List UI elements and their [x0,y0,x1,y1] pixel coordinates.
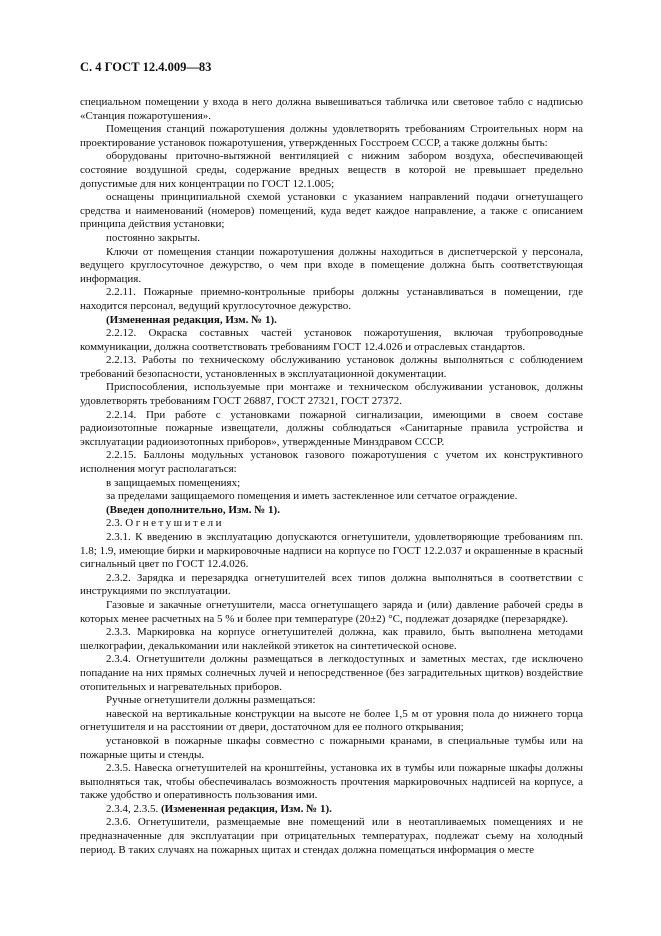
paragraph: 2.3.1. К введению в эксплуатацию допускаются огнетушители, удовлетворяющие требованиям пп. 1.8; 1.9, имеющие бирки и маркировочные надписи на корпусе по ГОСТ 12.2.037 и окрашенные в красный сигнальный цвет по ГОСТ 12.4.026. [80,531,583,571]
paragraph: оснащены принципиальной схемой установки с указанием направлений подачи огнетушащего средства и наименований (номеров) помещений, куда ведет каждое направление, а также с описанием принципа действия установки; [80,191,583,231]
amendment-note: (Измененная редакция, Изм. № 1). [106,313,277,326]
paragraph: 2.3.4. Огнетушители должны размещаться в легкодоступных и заметных местах, где исключено попадание на них прямых солнечных лучей и непосредственное (без заградительных щитков) воздействие отопительных и нагревательных приборов. [80,653,583,693]
section-heading: 2.3. Огнетушители [106,517,225,530]
paragraph: в защищаемых помещениях; [106,476,241,489]
paragraph: специальном помещении у входа в него должна вывешиваться табличка или световое табло с надписью «Станция пожаротушения». [80,96,583,122]
paragraph: постоянно закрыты. [106,231,200,244]
paragraph: оборудованы приточно-вытяжной вентиляцией с нижним забором воздуха, обеспечивающей состояние воздушной среды, содержание вредных веществ в которой не превышает предельно допустимые для них концентрации по ГОСТ 12.1.005; [80,150,583,190]
paragraph: Приспособления, используемые при монтаже и техническом обслуживании установок, должны удовлетворять требованиям ГОСТ 26887, ГОСТ 27321, ГОСТ 27372. [80,381,583,408]
paragraph: Ключи от помещения станции пожаротушения должны находиться в диспетчерской у персонала, ведущего круглосуточное дежурство, о чем при входе в помещение должна быть соответствующая информация. [80,245,583,285]
paragraph: 2.3.2. Зарядка и перезарядка огнетушителей всех типов должна выполняться в соответствии с инструкциями по эксплуатации. [80,571,583,598]
paragraph: 2.3.6. Огнетушители, размещаемые вне помещений или в неотапливаемых помещениях и не предназначенные для эксплуатации при отрицательных температурах, подлежат съему на холодный период. В таких случаях на пожарных щитах и стендах должна помещаться информация о месте [80,816,583,856]
paragraph: навеской на вертикальные конструкции на высоте не более 1,5 м от уровня пола до нижнего торца огнетушителя и на расстоянии от двери, достаточном для ее полного открывания; [80,707,583,734]
document-body [80,96,583,857]
paragraph: 2.2.15. Баллоны модульных установок газового пожаротушения с учетом их конструктивного исполнения могут располагаться: [80,449,583,476]
paragraph: установкой в пожарные шкафы совместно с пожарными кранами, в специальные тумбы или на пожарные щиты и стенды. [80,734,583,761]
page-header: С. 4 ГОСТ 12.4.009—83 [80,60,212,74]
paragraph [80,803,583,817]
paragraph: 2.3.3. Маркировка на корпусе огнетушителей должна, как правило, быть выполнена методами шелкографии, декалькомании или наклейкой этикеток на синтетической основе. [80,626,583,652]
paragraph: Помещения станций пожаротушения должны удовлетворять требованиям Строительных норм на проектирование установок пожаротушения, утвержденных Госстроем СССР, а также должны быть: [80,123,583,149]
paragraph: 2.2.11. Пожарные приемно-контрольные приборы должны устанавливаться в помещении, где находится персонал, ведущий круглосуточное дежурство. [80,286,583,312]
paragraph: за пределами защищаемого помещения и иметь застекленное или сетчатое ограждение. [106,490,518,503]
paragraph: 2.3.5. Навеска огнетушителей на кронштейны, установка их в тумбы или пожарные шкафы должны выполняться так, чтобы обеспечивалась возможность прочтения маркировочных надписей на корпусе, а также удобство и оперативность пользования ими. [80,762,583,802]
paragraph: Газовые и закачные огнетушители, масса огнетушащего заряда и (или) давление рабочей среды в которых менее расчетных на 5 % и более при температуре (20±2) °С, подлежат дозарядке (перезарядке). [80,598,583,625]
paragraph: 2.2.14. При работе с установками пожарной сигнализации, имеющими в своем составе радиоизотопные пожарные извещатели, должны соблюдаться «Санитарные правила устройства и эксплуатации радиоизотопных приборов», утвержденные Минздравом СССР. [80,408,583,448]
paragraph-prefix: 2.3.4, 2.3.5. [106,802,161,815]
paragraph: 2.2.13. Работы по техническому обслуживанию установок должны выполняться с соблюдением требований безопасности, установленных в эксплуатационной документации. [80,354,583,380]
amendment-note: (Измененная редакция, Изм. № 1). [161,802,332,815]
paragraph: 2.2.12. Окраска составных частей установок пожаротушения, включая трубопроводные коммуникации, должна соответствовать требованиям ГОСТ 12.4.026 и отраслевых стандартов. [80,327,583,353]
amendment-note: (Введен дополнительно, Изм. № 1). [106,503,280,516]
paragraph: Ручные огнетушители должны размещаться: [106,694,316,707]
